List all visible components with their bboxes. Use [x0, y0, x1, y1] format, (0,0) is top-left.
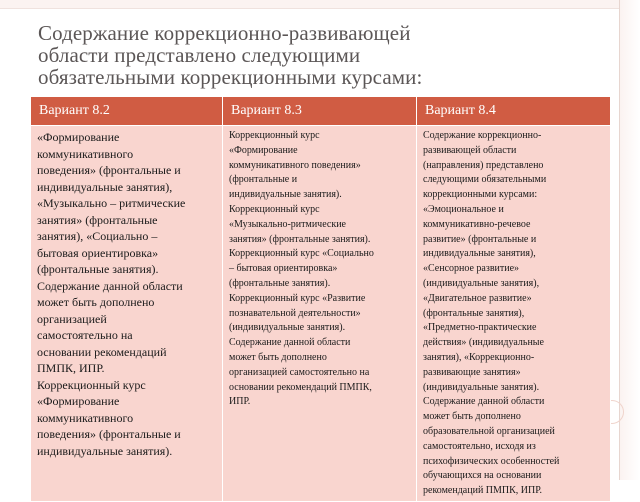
cell-text-line: индивидуальные занятия).	[229, 189, 342, 201]
cell-text-line: индивидуальные занятия),	[423, 248, 536, 260]
cell-text-line: психофизических особенностей	[423, 455, 560, 467]
cell-text-line: поведения» (фронтальные и	[37, 163, 181, 177]
cell-text-line: «Эмоциональное и	[423, 203, 504, 215]
cell-text-line: познавательной деятельности»	[229, 307, 361, 319]
cell-text-line: занятия), «Социально –	[37, 229, 158, 243]
cell-text-line: организацией самостоятельно на	[229, 366, 370, 378]
cell-text-line: организацией	[37, 311, 107, 326]
cell-text-line: коммуникативного	[37, 146, 134, 161]
cell-text-line: поведения» (фронтальные и	[37, 427, 181, 441]
cell-text-line: занятия), «Коррекционно-	[423, 351, 535, 363]
cell-text-line: (индивидуальные занятия).	[423, 381, 540, 393]
cell-text-line: Коррекционный курс «Развитие	[229, 292, 366, 304]
header-variant-8-3: Вариант 8.3	[223, 97, 417, 126]
cell-text-line: действия» (индивидуальные	[423, 337, 544, 349]
cell-text-line: «Сенсорное развитие»	[423, 263, 520, 275]
cell-text-line: «Формирование	[37, 394, 120, 408]
cell-text-line: (фронтальные занятия).	[229, 277, 331, 289]
cell-text-line: развитие» (фронтальные и	[423, 233, 537, 245]
cell-text-line: может быть дополнено	[423, 411, 521, 423]
header-variant-8-4: Вариант 8.4	[417, 97, 611, 126]
cell-text-line: основании рекомендаций	[37, 344, 167, 359]
slide-title	[38, 22, 598, 88]
cell-text-line: Коррекционный курс	[229, 130, 320, 141]
cell-text-line: Коррекционный курс	[229, 203, 320, 215]
table-header-row	[31, 97, 611, 126]
cell-text-line: занятия» (фронтальные	[37, 212, 158, 227]
cell-text-line: Содержание данной области	[37, 278, 183, 293]
header-variant-8-2: Вариант 8.2	[31, 97, 223, 126]
cell-variant-8-3	[223, 126, 417, 502]
cell-text-line: индивидуальные занятия),	[37, 179, 173, 194]
cell-text-line: «Музыкально – ритмические	[37, 196, 186, 210]
cell-variant-8-2	[31, 126, 223, 502]
cell-text-line: (индивидуальные занятия).	[229, 322, 346, 334]
cell-text-line: может быть дополнено	[229, 351, 327, 363]
cell-text-line: коррекционными курсами:	[423, 189, 538, 201]
slide-top-decoration	[0, 0, 640, 9]
cell-text-line: коммуникативного	[37, 410, 134, 425]
cell-text-line: самостоятельно на	[37, 328, 133, 342]
cell-text-line: Содержание данной области	[423, 396, 545, 408]
title-line-2: области представлено следующими	[38, 43, 361, 67]
title-line-1: Содержание коррекционно-развивающей	[38, 21, 411, 45]
cell-text-line: занятия» (фронтальные занятия).	[229, 233, 371, 245]
cell-text-line: индивидуальные занятия).	[37, 443, 173, 458]
cell-text-line: (индивидуальные занятия),	[423, 277, 540, 289]
cell-text-line: Коррекционный курс «Социально	[229, 248, 374, 260]
cell-text-line: ИПР.	[229, 396, 251, 408]
cell-text-line: Содержание коррекционно-	[423, 130, 542, 141]
cell-text-line: бытовая ориентировка»	[37, 245, 159, 260]
cell-text-line: развивающие занятия»	[423, 366, 521, 378]
cell-text-line: Коррекционный курс	[37, 377, 146, 392]
cell-text-line: самостоятельно, исходя из	[423, 440, 536, 452]
cell-text-line: рекомендаций ПМПК, ИПР.	[423, 485, 543, 497]
cell-text-line: может быть дополнено	[37, 295, 155, 309]
cell-text-line: «Формирование	[37, 130, 120, 144]
cell-text-line: (фронтальные занятия).	[37, 262, 159, 276]
cell-text-line: «Музыкально-ритмические	[229, 218, 346, 230]
cell-text-line: «Двигательное развитие»	[423, 292, 532, 304]
cell-text-line: (направления) представлено	[423, 159, 544, 171]
cell-text-line: образовательной организацией	[423, 425, 555, 437]
cell-text-line: (фронтальные занятия),	[423, 307, 525, 319]
cell-text-line: (фронтальные и	[229, 174, 298, 186]
cell-text-line: основании рекомендаций ПМПК,	[229, 381, 372, 393]
cell-text-line: «Формирование	[229, 144, 298, 156]
cell-text-line: коммуникативного поведения»	[229, 159, 361, 171]
cell-text-line: – бытовая ориентировка»	[229, 263, 338, 275]
cell-text-line: обучающихся на основании	[423, 470, 542, 482]
cell-text-line: «Предметно-практические	[423, 322, 537, 334]
table-row	[31, 126, 611, 502]
variants-table	[30, 96, 611, 502]
cell-text-line: Содержание данной области	[229, 337, 351, 349]
cell-text-line: коммуникативно-речевое	[423, 218, 531, 230]
title-line-3: обязательными коррекционными курсами:	[38, 65, 423, 89]
cell-text-line: следующими обязательными	[423, 174, 547, 186]
cell-text-line: ПМПК, ИПР.	[37, 361, 105, 375]
cell-text-line: развивающей области	[423, 144, 517, 156]
cell-variant-8-4	[417, 126, 611, 502]
